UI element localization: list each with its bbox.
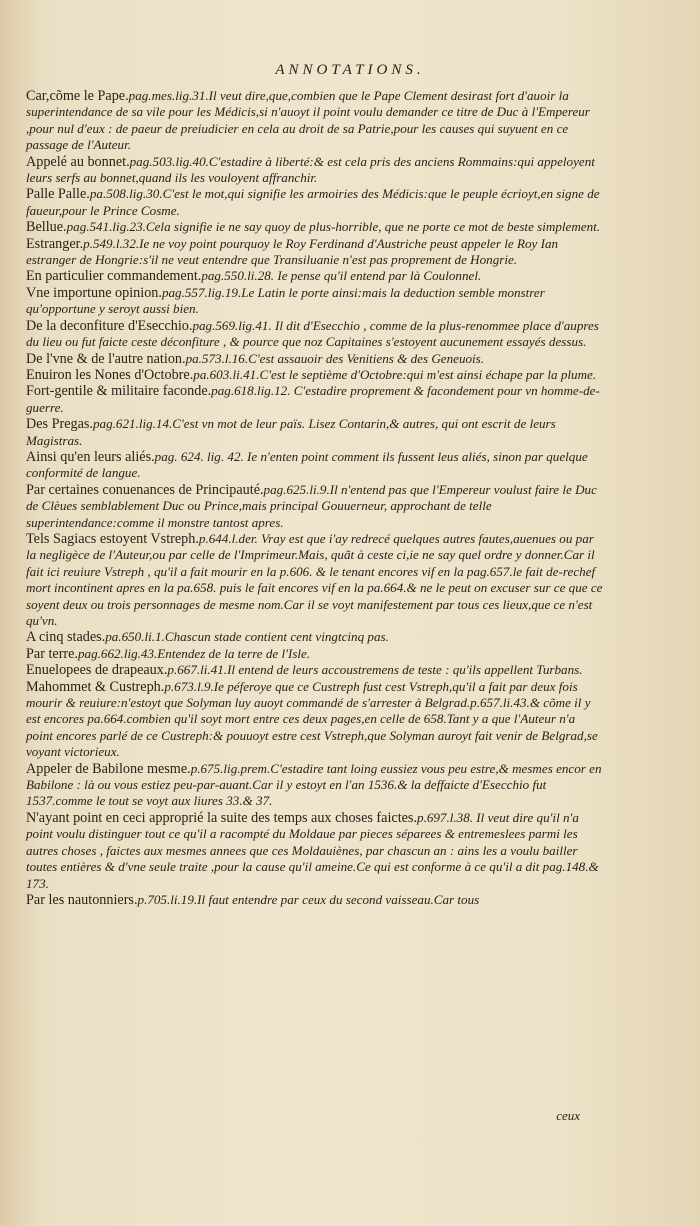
entry-note: p.705.li.19.Il faut entendre par ceux du second vaisseau.Car tous [137,891,480,907]
annotations-body [26,88,604,908]
annotation-entry [26,810,604,892]
entry-note: pag.503.lig.40.C'estadire à liberté:& est cela pris des anciens Rommains:qui appeloyent leurs serfs au bonnet,quand ils les vouloyent affranchir. [26,153,595,186]
entry-note: pag.550.li.28. Ie pense qu'il entend par là Coulonnel. [201,268,482,284]
entry-note: p.644.l.der. Vray est que i'ay redrecé quelques autres fautes,auenues ou par la negligèce de l'Auteur,ou par celle de l'Imprimeur.Mais, quãt à ceste ci,ie ne say quel ordre y donner.Car il fait ici reuiure Vstreph , qu'il a fait mourir en la p.606. & le tenant encores vif en la pag.657.le fait de-rechef mort incontinent apres en la pa.658. puis le fait encores vif en la pa.664.& ne le peut on excuser sur ce que ce soyent deux ou trois personnages de mesme nom.Car il se voyt manifestement par tous ces lieux,que ce n'est qu'vn. [26,530,603,628]
entry-lemma: Par terre. [26,645,78,662]
entry-note: pag.662.lig.43.Entendez de la terre de l'Isle. [78,645,311,661]
annotation-entry [26,892,604,908]
entry-note: p.673.l.9.Ie péferoye que ce Custreph fust cest Vstreph,qu'il a fait par deux fois mourir & reuiure:n'estoyt que Solyman luy auoyt commandé de s'arrester à Belgrad.p.657.li.43.& cõme il y est encores pa.664.combien qu'il soyt mort entre ces deux pages,en celle de 658.Tant y a que l'Auteur n'a point encores parlé de ce Custreph:& pouuoyt estre cest Vstreph,que Solyman auroyt fait venir de Belgrad,se voyant victorieux. [26,678,598,760]
entry-lemma: Car,cõme le Pape. [26,88,129,104]
entry-lemma: Appelé au bonnet. [26,153,130,170]
annotation-entry [26,662,604,678]
entry-lemma: De l'vne & de l'autre nation. [26,350,186,367]
catchword: ceux [556,1108,580,1123]
annotation-entry [26,154,604,187]
annotation-entry [26,629,604,645]
entry-note: pag.mes.lig.31.Il veut dire,que,combien que le Pape Clement desirast fort d'auoir la superintendance de sa vile pour les Médicis,si n'auoyt il point voulu demander ce titre de Duc à l'Empereur ,pour nul d'eux : de paeur de preiudicier en cela au droit de sa Patrie,pour les causes qui suyuent en ce passage de l'Auteur. [26,88,590,153]
entry-lemma: Par les nautonniers. [26,891,138,908]
entry-lemma: En particulier commandement. [26,268,202,285]
entry-lemma: Bellue. [26,219,67,236]
entry-note: pag.569.lig.41. Il dit d'Esecchio , comme de la plus-renommee place d'aupres du lieu ou fut faicte ceste déconfiture , & pource que noz Capitaines s'estoyent aucunement essayés dessus. [26,317,599,350]
entry-note: pag.541.lig.23.Cela signifie ie ne say quoy de plus-horrible, que ne porte ce mot de beste simplement. [66,219,601,235]
annotation-entry [26,646,604,662]
entry-lemma: Appeler de Babilone mesme. [26,760,191,777]
entry-note: pa.508.lig.30.C'est le mot,qui signifie les armoiries des Médicis:que le peuple écrioyt,en signe de faueur,pour le Prince Cosme. [26,186,600,218]
entry-lemma: Enuelopees de drapeaux. [26,662,168,679]
annotation-entry [26,351,604,367]
annotation-entry [26,761,604,810]
entry-lemma: Mahommet & Custreph. [26,678,165,695]
annotation-entry [26,679,604,761]
entry-note: p.697.l.38. Il veut dire qu'il n'a point voulu distinguer tout ce qu'il a racompté du Moldaue par pieces séparees & entremeslees parmi les autres choses , faictes aux mesmes annees que ces Moldauiènes, par chascun an : ains les a voulu bailler toutes entières & d'vne seule traite ,pour la cause qu'il ameine.Ce qui est conforme à ce qu'il a dit pag.148.& 173. [26,809,599,891]
entry-note: pag.625.li.9.Il n'entend pas que l'Empereur voulust faire le Duc de Clèues semblablement Duc ou Prince,mais principal Gouuerneur, approchant de telle superintendance:comme il monstre tantost apres. [26,481,597,530]
entry-lemma: Enuiron les Nones d'Octobre. [26,366,194,383]
annotation-entry [26,268,604,284]
entry-note: pag.618.lig.12. C'estadire proprement & facondement pour vn homme-de-guerre. [26,383,600,415]
annotation-entry [26,236,604,269]
entry-note: pag.621.lig.14.C'est vn mot de leur païs. Lisez Contarin,& autres, qui ont escrit de leurs Magistras. [26,416,556,448]
entry-lemma: Ainsi qu'en leurs aliés. [26,448,155,465]
annotation-entry [26,219,604,235]
annotation-entry [26,383,604,416]
entry-note: pa.603.li.41.C'est le septième d'Octobre:qui m'est ainsi échape par la plume. [193,366,597,382]
annotation-entry [26,367,604,383]
entry-note: pag.557.lig.19.Le Latin le porte ainsi:mais la deduction semble monstrer qu'opportune y seroyt aussi bien. [26,284,545,317]
annotation-entry [26,88,604,154]
entry-lemma: Palle Palle. [26,186,90,203]
entry-lemma: Estranger. [26,235,84,252]
entry-lemma: Par certaines conuenances de Principauté. [26,481,264,498]
entry-note: p.675.lig.prem.C'estadire tant loing eussiez vous peu estre,& mesmes encor en Babilone : là ou vous estiez peu-par-auant.Car il y estoyt en l'an 1536.& la deffaicte d'Esecchio fut 1537.comme le tout se voyt aux liures 33.& 37. [26,760,602,809]
entry-lemma: N'ayant point en ceci approprié la suite des temps aux choses faictes. [26,809,418,826]
entry-note: pa.573.l.16.C'est assauoir des Venitiens & des Geneuois. [185,350,485,366]
entry-lemma: De la deconfiture d'Esecchio. [26,317,193,334]
annotation-entry [26,416,604,449]
annotation-entry [26,482,604,531]
entry-lemma: Tels Sagiacs estoyent Vstreph. [26,530,199,547]
annotation-entry [26,449,604,482]
entry-lemma: Vne importune opinion. [26,284,162,301]
entry-note: p.549.l.32.Ie ne voy point pourquoy le Roy Ferdinand d'Austriche peust appeler le Roy Ian estranger de Hongrie:s'il ne veut entendre que Transiluanie n'est pas proprement de Hongrie. [26,235,559,268]
entry-lemma: A cinq stades. [26,629,106,646]
entry-note: p.667.li.41.Il entend de leurs accoustremens de teste : qu'ils appellent Turbans. [167,662,583,678]
annotation-entry [26,285,604,318]
entry-lemma: Des Pregas. [26,416,93,433]
entry-lemma: Fort-gentile & militaire faconde. [26,383,212,400]
annotation-entry [26,318,604,351]
annotation-entry [26,531,604,629]
entry-note: pa.650.li.1.Chascun stade contient cent vingtcinq pas. [105,629,389,645]
entry-note: pag. 624. lig. 42. Ie n'enten point comment ils fussent leus aliés, sinon par quelque conformité de langue. [26,448,588,481]
annotation-entry [26,186,604,219]
running-header: ANNOTATIONS. [275,62,425,78]
